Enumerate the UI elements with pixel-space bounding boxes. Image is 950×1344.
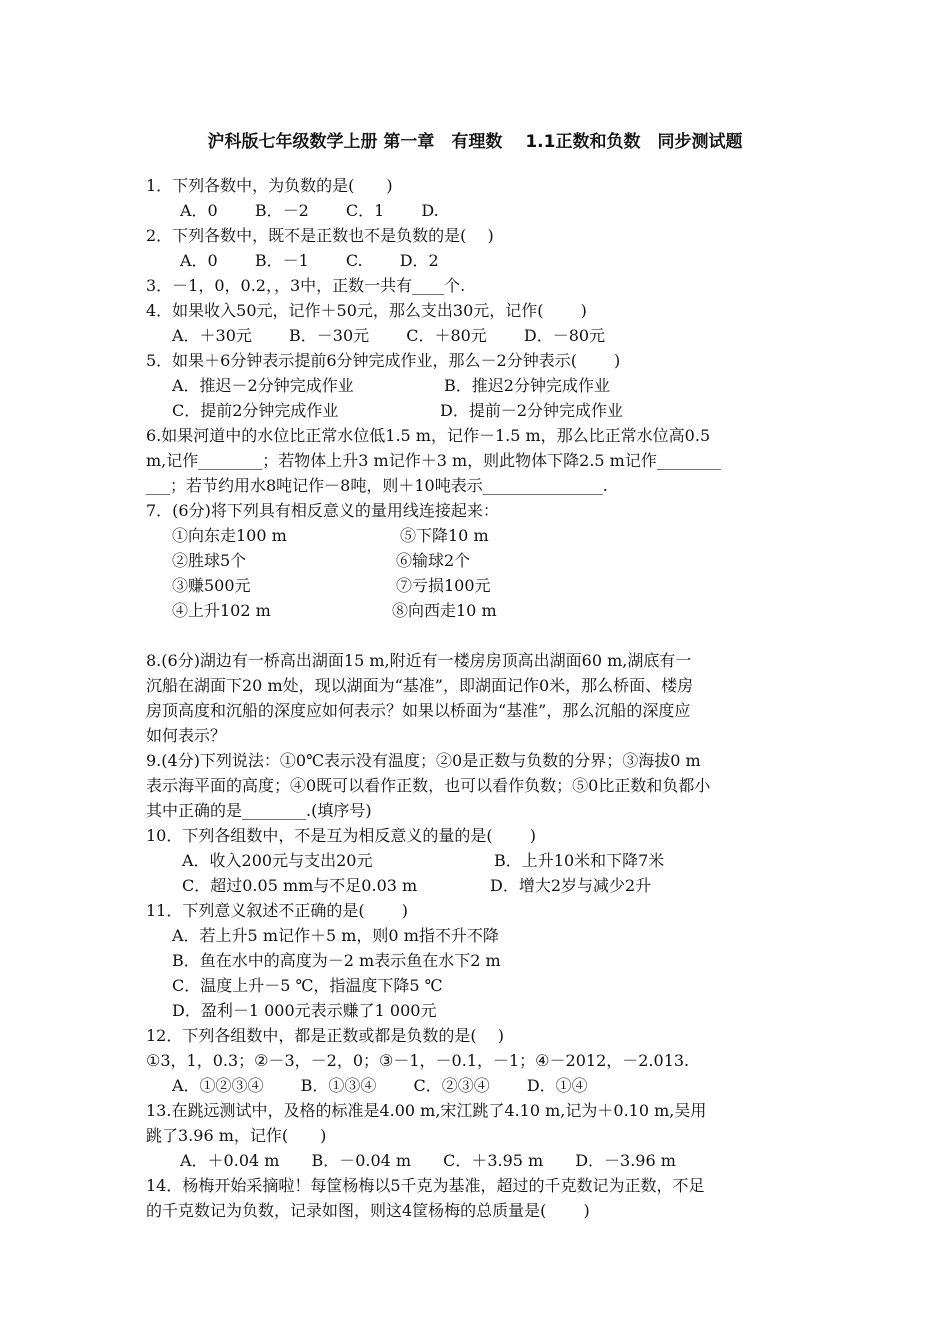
question-10-option-b: B．上升10米和下降7米 [494, 851, 665, 870]
question-11-option-d: D．盈利－1 000元表示赚了1 000元 [172, 1001, 437, 1020]
question-5: 5．如果＋6分钟表示提前6分钟完成作业，那么－2分钟表示( ) [146, 351, 621, 370]
question-7-item-8: ⑧向西走10 m [392, 601, 497, 620]
question-7-item-3: ③赚500元 [172, 576, 251, 595]
question-13-line-2: 跳了3.96 m，记作( ) [146, 1126, 327, 1145]
question-5-option-c: C．提前2分钟完成作业 [172, 401, 339, 420]
question-1: 1．下列各数中，为负数的是( ) [146, 176, 393, 195]
question-2: 2．下列各数中，既不是正数也不是负数的是( ) [146, 226, 494, 245]
question-10-option-c: C．超过0.05 mm与不足0.03 m [182, 876, 418, 895]
question-4: 4．如果收入50元，记作＋50元，那么支出30元，记作( ) [146, 301, 587, 320]
question-8-line-4: 如何表示？ [146, 726, 227, 745]
question-8-line-2: 沉船在湖面下20 m处，现以湖面为“基准”，即湖面记作0米，那么桥面、楼房 [146, 676, 694, 695]
question-2-options: A．0 B．－1 C. D．2 [180, 251, 439, 270]
question-12-options: A．①②③④ B．①③④ C．②③④ D．①④ [172, 1076, 588, 1095]
question-11-option-c: C．温度上升－5 ℃，指温度下降5 ℃ [172, 976, 443, 995]
question-7-item-4: ④上升102 m [172, 601, 271, 620]
question-12-groups: ①3，1，0.3；②－3，－2，0；③－1，－0.1，－1；④－2012，－2.013. [146, 1051, 690, 1070]
question-9-line-1: 9.(4分)下列说法：①0℃表示没有温度；②0是正数与负数的分界；③海拔0 m [146, 751, 701, 770]
question-8-line-3: 房顶高度和沉船的深度应如何表示？如果以桥面为“基准”，那么沉船的深度应 [146, 701, 691, 720]
question-7-item-2: ②胜球5个 [172, 551, 247, 570]
question-6-line-2: m,记作________；若物体上升3 m记作＋3 m，则此物体下降2.5 m记作________ [146, 451, 721, 470]
question-7-item-5: ⑤下降10 m [400, 526, 489, 545]
question-12: 12．下列各组数中，都是正数或都是负数的是( ) [146, 1026, 504, 1045]
question-7-item-7: ⑦亏损100元 [396, 576, 491, 595]
question-10-option-d: D．增大2岁与减少2升 [490, 876, 652, 895]
question-7: 7．(6分)将下列具有相反意义的量用线连接起来： [146, 501, 499, 520]
question-7-item-6: ⑥输球2个 [396, 551, 471, 570]
question-10-option-a: A．收入200元与支出20元 [182, 851, 373, 870]
question-13-line-1: 13.在跳远测试中，及格的标准是4.00 m,宋江跳了4.10 m,记为＋0.10 m,吴用 [146, 1101, 707, 1120]
question-11: 11．下列意义叙述不正确的是( ) [146, 901, 408, 920]
question-6-line-1: 6.如果河道中的水位比正常水位低1.5 m，记作－1.5 m，那么比正常水位高0.5 [146, 426, 711, 445]
question-11-option-a: A．若上升5 m记作＋5 m，则0 m指不升不降 [172, 926, 499, 945]
question-5-option-b: B．推迟2分钟完成作业 [444, 376, 610, 395]
question-6-line-3: ___；若节约用水8吨记作－8吨，则＋10吨表示_______________. [146, 476, 608, 495]
question-14-line-2: 的千克数记为负数，记录如图，则这4筐杨梅的总质量是( ) [146, 1201, 590, 1220]
question-3: 3．－1，0，0.2，，3中，正数一共有____个. [146, 276, 466, 295]
page-title: 沪科版七年级数学上册 第一章 有理数 1.1正数和负数 同步测试题 [207, 132, 743, 152]
question-13-options: A．＋0.04 m B．－0.04 m C．＋3.95 m D．－3.96 m [180, 1151, 676, 1170]
question-8-line-1: 8.(6分)湖边有一桥高出湖面15 m,附近有一楼房房顶高出湖面60 m,湖底有一 [146, 651, 692, 670]
question-9-line-3: 其中正确的是________.(填序号) [146, 801, 372, 820]
question-4-options: A．＋30元 B．－30元 C．＋80元 D．－80元 [172, 326, 606, 345]
question-1-options: A．0 B．－2 C．1 D. [180, 201, 439, 220]
question-5-option-a: A．推迟－2分钟完成作业 [172, 376, 354, 395]
question-14-line-1: 14．杨梅开始采摘啦！每筐杨梅以5千克为基准，超过的千克数记为正数，不足 [146, 1176, 705, 1195]
question-9-line-2: 表示海平面的高度；④0既可以看作正数，也可以看作负数；⑤0比正数和负都小 [146, 776, 711, 795]
question-5-option-d: D．提前－2分钟完成作业 [440, 401, 624, 420]
question-11-option-b: B．鱼在水中的高度为－2 m表示鱼在水下2 m [172, 951, 501, 970]
question-10: 10．下列各组数中，不是互为相反意义的量的是( ) [146, 826, 536, 845]
question-7-item-1: ①向东走100 m [172, 526, 287, 545]
